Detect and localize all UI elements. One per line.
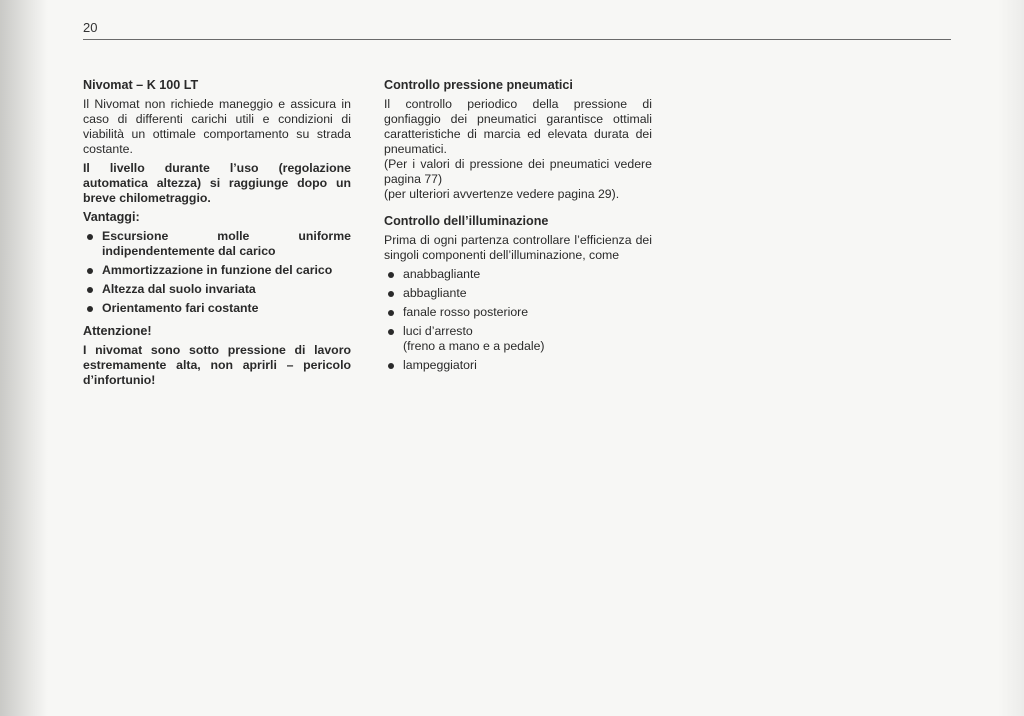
advantage-text: Escursione molle uniforme indipendentemente dal carico	[102, 229, 351, 258]
lights-text: Prima di ogni partenza controllare l’efficienza dei singoli componenti dell’illuminazione, come	[384, 233, 652, 262]
page-binding-shadow	[0, 0, 48, 716]
tyre-pressure-ref-1: (Per i valori di pressione dei pneumatici vedere pagina 77)	[384, 157, 652, 186]
lights-list	[384, 267, 652, 373]
advantages-heading: Vantaggi:	[83, 210, 140, 224]
list-item	[83, 301, 351, 316]
left-column	[83, 78, 351, 392]
light-label: fanale rosso posteriore	[403, 305, 529, 319]
tyre-pressure-ref-2: (per ulteriori avvertenze vedere pagina 29).	[384, 187, 620, 201]
tyre-pressure-heading: Controllo pressione pneumatici	[384, 78, 573, 92]
list-item	[384, 286, 652, 301]
list-item	[384, 267, 652, 282]
bullet-icon	[87, 287, 93, 293]
bullet-icon	[388, 329, 394, 335]
light-label: lampeggiatori	[403, 358, 477, 372]
advantages-list	[83, 229, 351, 316]
bullet-icon	[87, 234, 93, 240]
bullet-icon	[388, 291, 394, 297]
bullet-icon	[388, 272, 394, 278]
right-column	[384, 78, 652, 381]
lights-heading: Controllo dell’illuminazione	[384, 214, 549, 228]
bullet-icon	[87, 306, 93, 312]
nivomat-heading: Nivomat – K 100 LT	[83, 78, 199, 92]
advantage-text: Orientamento fari costante	[102, 301, 259, 315]
list-item	[83, 263, 351, 278]
list-item	[384, 358, 652, 373]
list-item	[384, 324, 652, 354]
light-sublabel: (freno a mano e a pedale)	[403, 339, 545, 353]
bullet-icon	[388, 363, 394, 369]
nivomat-intro: Il Nivomat non richiede maneggio e assicura in caso di differenti carichi utili e condizioni di viabilità un ottimale comportamento su strada costante.	[83, 97, 351, 156]
warning-text: I nivomat sono sotto pressione di lavoro estremamente alta, non aprirli – pericolo d’infortunio!	[83, 343, 351, 387]
bullet-icon	[388, 310, 394, 316]
list-item	[83, 282, 351, 297]
advantage-text: Ammortizzazione in funzione del carico	[102, 263, 333, 277]
header-rule	[83, 39, 951, 40]
light-label: abbagliante	[403, 286, 467, 300]
advantage-text: Altezza dal suolo invariata	[102, 282, 256, 296]
page-number: 20	[83, 20, 98, 35]
light-label: luci d’arresto	[403, 324, 473, 338]
list-item	[83, 229, 351, 259]
nivomat-note: Il livello durante l’uso (regolazione automatica altezza) si raggiunge dopo un breve chilometraggio.	[83, 161, 351, 205]
tyre-pressure-text: Il controllo periodico della pressione di gonfiaggio dei pneumatici garantisce ottimali caratteristiche di marcia ed elevata durata dei pneumatici.	[384, 97, 652, 156]
light-label: anabbagliante	[403, 267, 481, 281]
list-item	[384, 305, 652, 320]
bullet-icon	[87, 268, 93, 274]
spacer	[384, 206, 652, 214]
warning-heading: Attenzione!	[83, 324, 152, 338]
page-edge-shadow	[998, 0, 1024, 716]
